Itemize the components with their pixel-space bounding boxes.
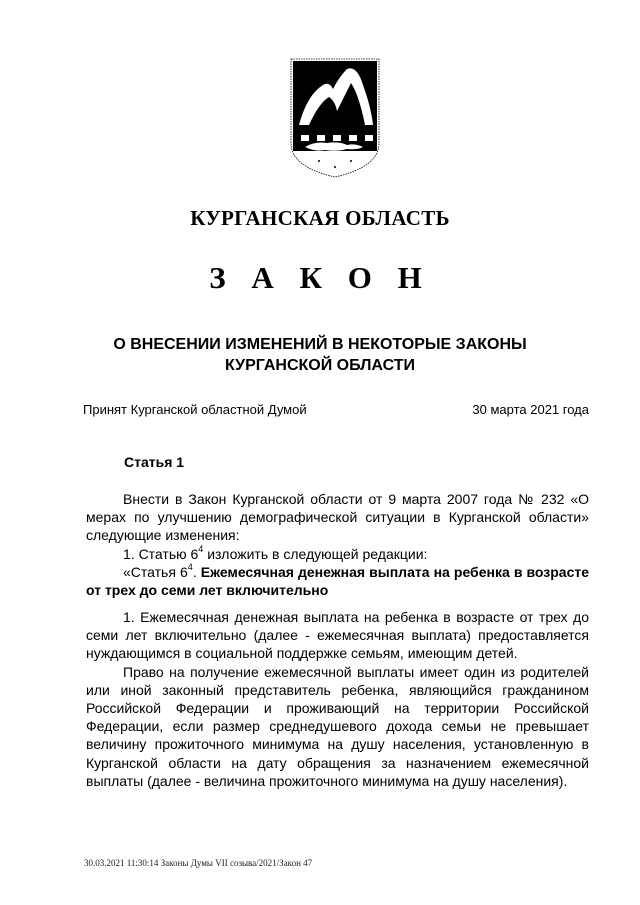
new-article-paragraph-2: Право на получение ежемесячной выплаты имеет один из родителей или иной законный представитель ребенка, являющийся гражданином Российской Федерации и проживающий на территории Российской Федерации, если размер среднедушевого дохода семьи не превышает величину прожиточного минимума на душу населения, установленную в Курганской области на дату обращения за назначением ежемесячной выплаты (далее - величина прожиточного минимума на душу населения). (86, 663, 589, 789)
new-article-superscript: 4 (187, 562, 193, 573)
law-subject (80, 334, 560, 376)
new-article-paragraph-1: 1. Ежемесячная денежная выплата на ребенка в возрасте от трех до семи лет включительно (далее - ежемесячная выплата) предоставляется нуждающимся в социальной поддержке семьям, имеющим детей. (86, 609, 589, 662)
article-heading: Статья 1 (124, 454, 185, 470)
law-subject-line-1: О ВНЕСЕНИИ ИЗМЕНЕНИЙ В НЕКОТОРЫЕ ЗАКОНЫ (113, 336, 527, 353)
new-article-dot: . (192, 563, 201, 580)
article-1-text (86, 490, 589, 599)
item-1-superscript: 4 (198, 543, 204, 554)
item-1-suffix: изложить в следующей редакции: (203, 545, 428, 562)
region-title: КУРГАНСКАЯ ОБЛАСТЬ (190, 206, 450, 230)
document-type-title: З А К О Н (209, 260, 431, 295)
new-article-number: «Статья 6 (123, 563, 188, 580)
adopted-by: Принят Курганской областной Думой (83, 402, 307, 417)
adoption-row (83, 402, 589, 417)
new-article-title: Ежемесячная денежная выплата на ребенка в возрасте от трех до семи лет включительно (86, 563, 590, 599)
new-article-body (86, 608, 589, 790)
coat-of-arms-icon (285, 55, 385, 185)
article-item-1 (86, 545, 589, 563)
adoption-date: 30 марта 2021 года (472, 402, 589, 417)
new-article-heading (86, 563, 589, 599)
law-subject-line-2: КУРГАНСКОЙ ОБЛАСТИ (224, 357, 416, 374)
article-intro: Внести в Закон Курганской области от 9 марта 2007 года № 232 «О мерах по улучшению демографической ситуации в Курганской области» следующие изменения: (86, 491, 589, 544)
item-1-prefix: 1. Статью 6 (123, 545, 199, 562)
document-footer: 30.03.2021 11:30:14 Законы Думы VII созыва/2021/Закон 47 (84, 858, 313, 868)
